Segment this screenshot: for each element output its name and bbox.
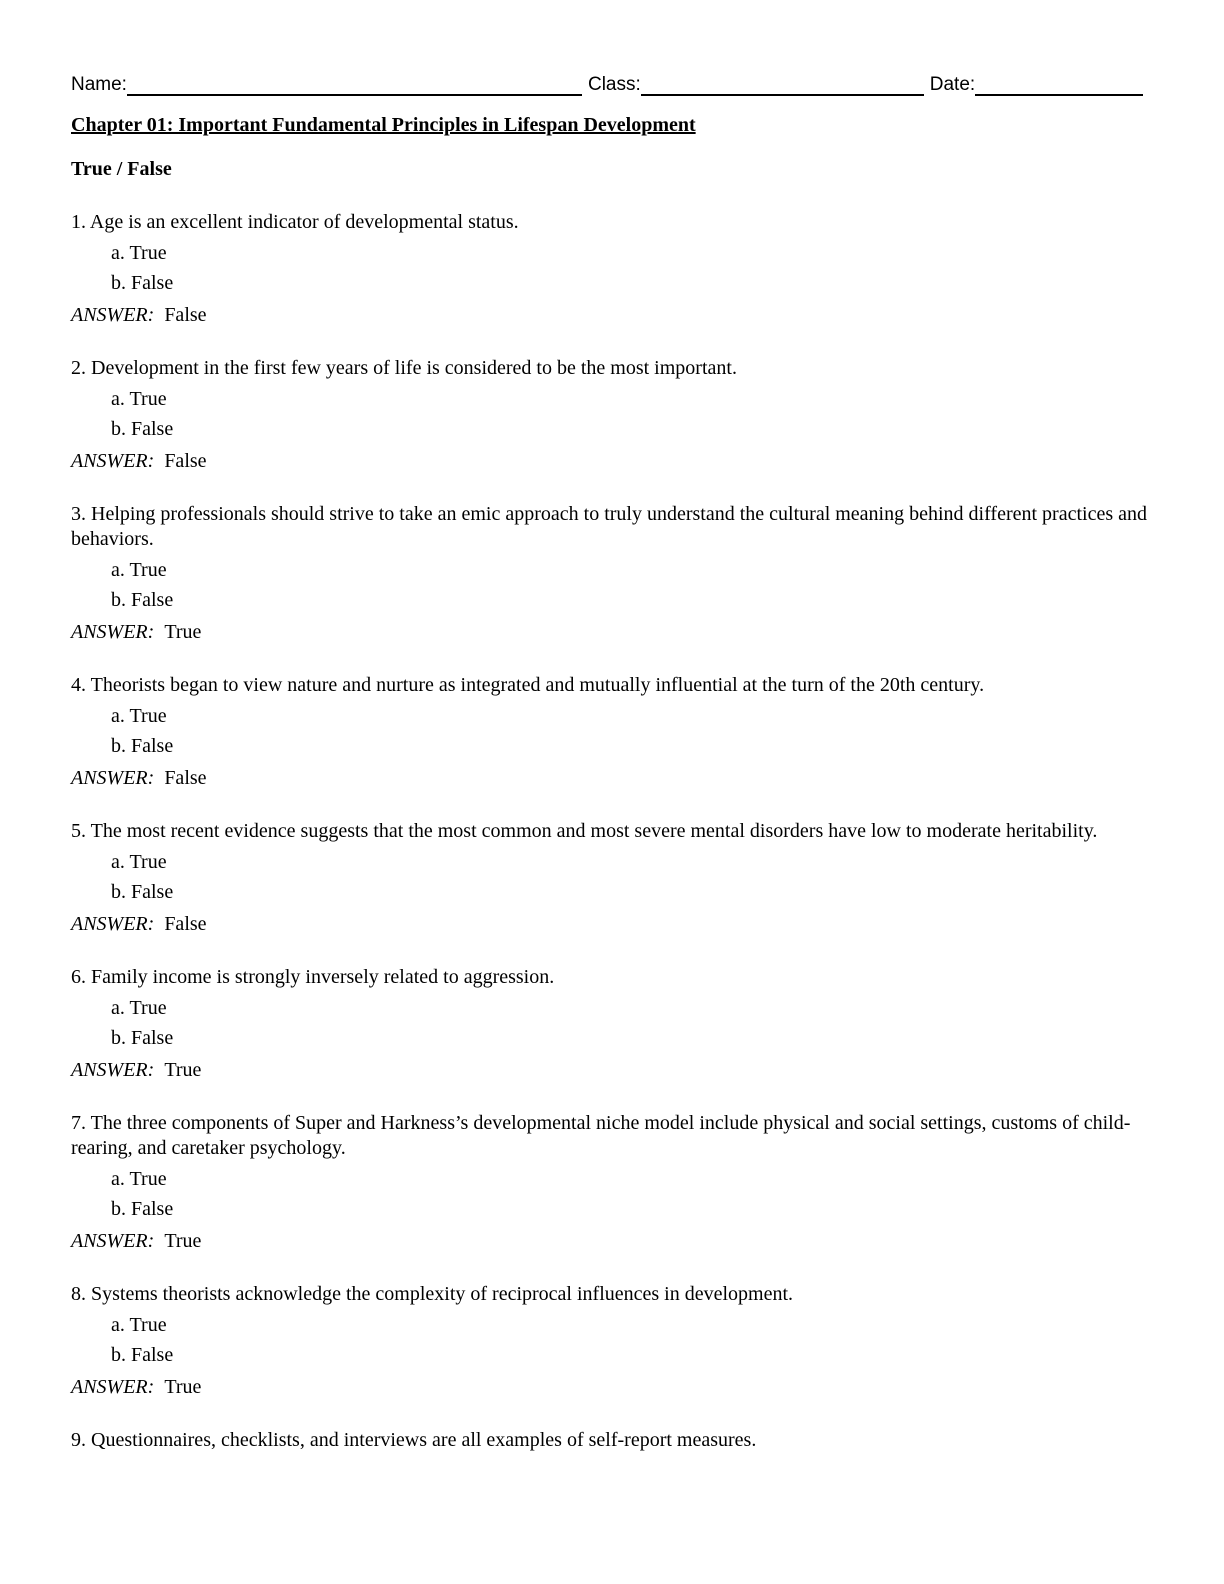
name-label: Name: (71, 74, 127, 95)
question-item (71, 210, 1151, 330)
answer-line (71, 1055, 1151, 1085)
answer-option: a. True (111, 559, 167, 581)
question-item (71, 673, 1151, 793)
answer-option: b. False (111, 1027, 174, 1049)
answer-label: ANSWER: (71, 913, 155, 935)
answer-label: ANSWER: (71, 1376, 155, 1398)
answer-value: False (164, 450, 207, 472)
question-text: 8. Systems theorists acknowledge the complexity of reciprocal influences in development. (71, 1283, 794, 1305)
answer-label: ANSWER: (71, 621, 155, 643)
answer-label: ANSWER: (71, 1059, 155, 1081)
answer-value: False (164, 304, 207, 326)
question-text: 1. Age is an excellent indicator of developmental status. (71, 211, 519, 233)
question-text: 4. Theorists began to view nature and nurture as integrated and mutually influential at the turn of the 20th century. (71, 674, 985, 696)
name-field[interactable] (127, 72, 582, 96)
chapter-title: Chapter 01: Important Fundamental Principles in Lifespan Development (71, 114, 696, 136)
answer-line (71, 300, 1151, 330)
question-item (71, 965, 1151, 1085)
answer-option: b. False (111, 272, 174, 294)
answer-label: ANSWER: (71, 767, 155, 789)
answer-option: a. True (111, 705, 167, 727)
answer-value: True (164, 1376, 202, 1398)
date-label: Date: (929, 74, 976, 95)
question-item (71, 356, 1151, 476)
question-item (71, 1111, 1151, 1256)
answer-option: b. False (111, 418, 174, 440)
answer-option: b. False (111, 589, 174, 611)
question-text: 5. The most recent evidence suggests that the most common and most severe mental disorders have low to moderate heritability. (71, 820, 1098, 842)
answer-label: ANSWER: (71, 304, 155, 326)
answer-option: b. False (111, 1198, 174, 1220)
answer-line (71, 617, 1151, 647)
answer-line (71, 763, 1151, 793)
answer-option: b. False (111, 1344, 174, 1366)
answer-option: b. False (111, 881, 174, 903)
answer-line (71, 1372, 1151, 1402)
answer-option: b. False (111, 735, 174, 757)
answer-option: a. True (111, 997, 167, 1019)
answer-option: a. True (111, 242, 167, 264)
answer-value: True (164, 1230, 202, 1252)
answer-option: a. True (111, 388, 167, 410)
question-text: 7. The three components of Super and Harkness’s developmental niche model include physical and social settings, customs of child-rearing, and caretaker psychology. (71, 1112, 1131, 1159)
question-item (71, 819, 1151, 939)
answer-label: ANSWER: (71, 1230, 155, 1252)
answer-option: a. True (111, 851, 167, 873)
date-field[interactable] (975, 72, 1143, 96)
answer-value: False (164, 767, 207, 789)
question-item (71, 1428, 1151, 1453)
question-text: 9. Questionnaires, checklists, and interviews are all examples of self-report measures. (71, 1429, 757, 1451)
class-field[interactable] (641, 72, 924, 96)
class-label: Class: (587, 74, 641, 95)
question-text: 6. Family income is strongly inversely related to aggression. (71, 966, 555, 988)
answer-value: True (164, 1059, 202, 1081)
question-item (71, 502, 1151, 647)
question-list (71, 210, 1151, 1479)
answer-option: a. True (111, 1314, 167, 1336)
answer-value: True (164, 621, 202, 643)
question-item (71, 1282, 1151, 1402)
section-heading: True / False (71, 158, 172, 180)
answer-label: ANSWER: (71, 450, 155, 472)
answer-line (71, 909, 1151, 939)
answer-value: False (164, 913, 207, 935)
answer-line (71, 446, 1151, 476)
student-info-header (71, 72, 1143, 96)
question-text: 3. Helping professionals should strive to take an emic approach to truly understand the cultural meaning behind different practices and behaviors. (71, 503, 1147, 550)
question-text: 2. Development in the first few years of life is considered to be the most important. (71, 357, 737, 379)
answer-line (71, 1226, 1151, 1256)
answer-option: a. True (111, 1168, 167, 1190)
